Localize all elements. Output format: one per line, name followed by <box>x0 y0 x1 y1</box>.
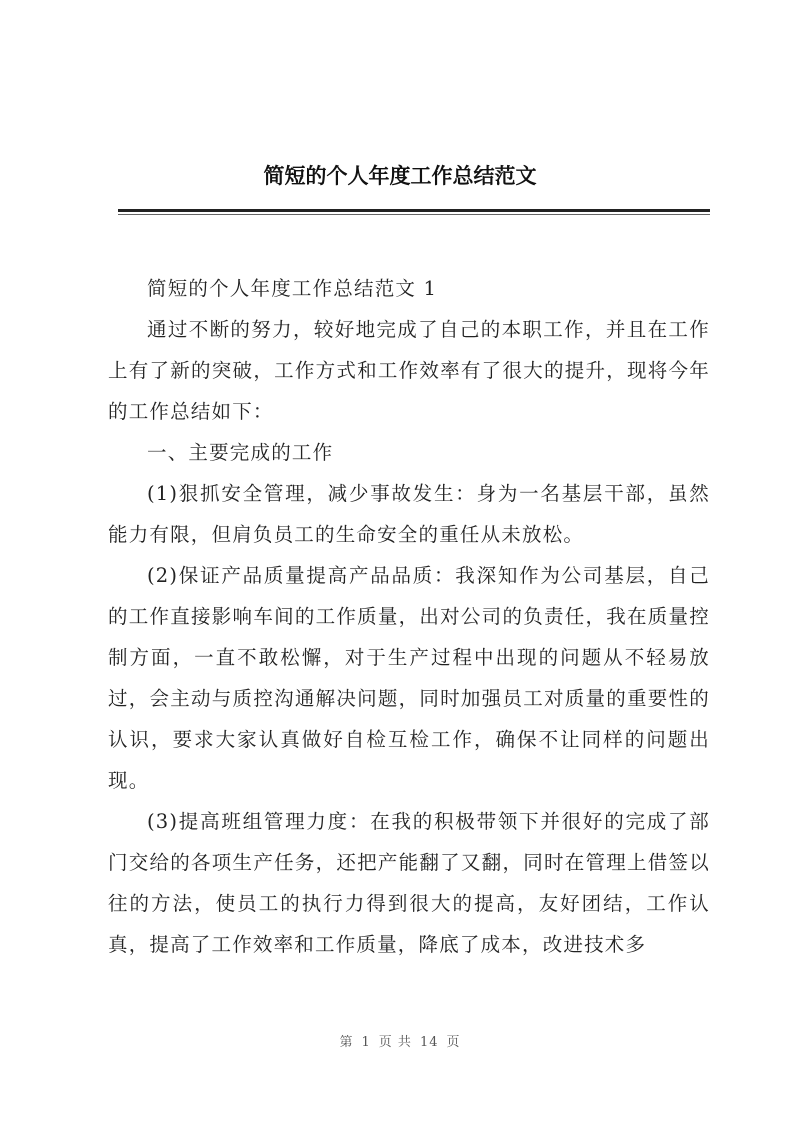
paragraph-item-2: (2)保证产品质量提高产品品质：我深知作为公司基层，自己的工作直接影响车间的工作质量，出对公司的负责任，我在质量控制方面，一直不敢松懈，对于生产过程中出现的问题从不轻易放过，会主动与质控沟通解决问题，同时加强员工对质量的重要性的认识，要求大家认真做好自检互检工作，确保不让同样的问题出现。 <box>108 564 710 792</box>
title-divider-thin <box>118 214 710 215</box>
paragraph-item-3: (3)提高班组管理力度：在我的积极带领下并很好的完成了部门交给的各项生产任务，还把产能翻了又翻，同时在管理上借签以往的方法，使员工的执行力得到很大的提高，友好团结，工作认真，提高了工作效率和工作质量，降底了成本，改进技术多 <box>108 810 710 956</box>
page-total: 14 <box>419 1035 439 1050</box>
page-footer <box>0 1031 800 1050</box>
page-title: 简短的个人年度工作总结范文 <box>263 164 537 188</box>
paragraph-item-1: (1)狠抓安全管理，减少事故发生：身为一名基层干部，虽然能力有限，但肩负员工的生命安全的重任从未放松。 <box>108 482 710 546</box>
section-heading: 简短的个人年度工作总结范文 1 <box>147 277 438 300</box>
footer-prefix: 第 <box>339 1035 354 1050</box>
subsection-heading: 一、主要完成的工作 <box>147 441 334 464</box>
footer-middle: 页 共 <box>378 1035 412 1050</box>
paragraph-intro: 通过不断的努力，较好地完成了自己的本职工作，并且在工作上有了新的突破，工作方式和工作效率有了很大的提升，现将今年的工作总结如下： <box>108 318 710 423</box>
page-number: 1 <box>361 1035 371 1050</box>
title-divider <box>118 209 710 212</box>
document-body <box>108 268 710 965</box>
footer-suffix: 页 <box>446 1035 461 1050</box>
